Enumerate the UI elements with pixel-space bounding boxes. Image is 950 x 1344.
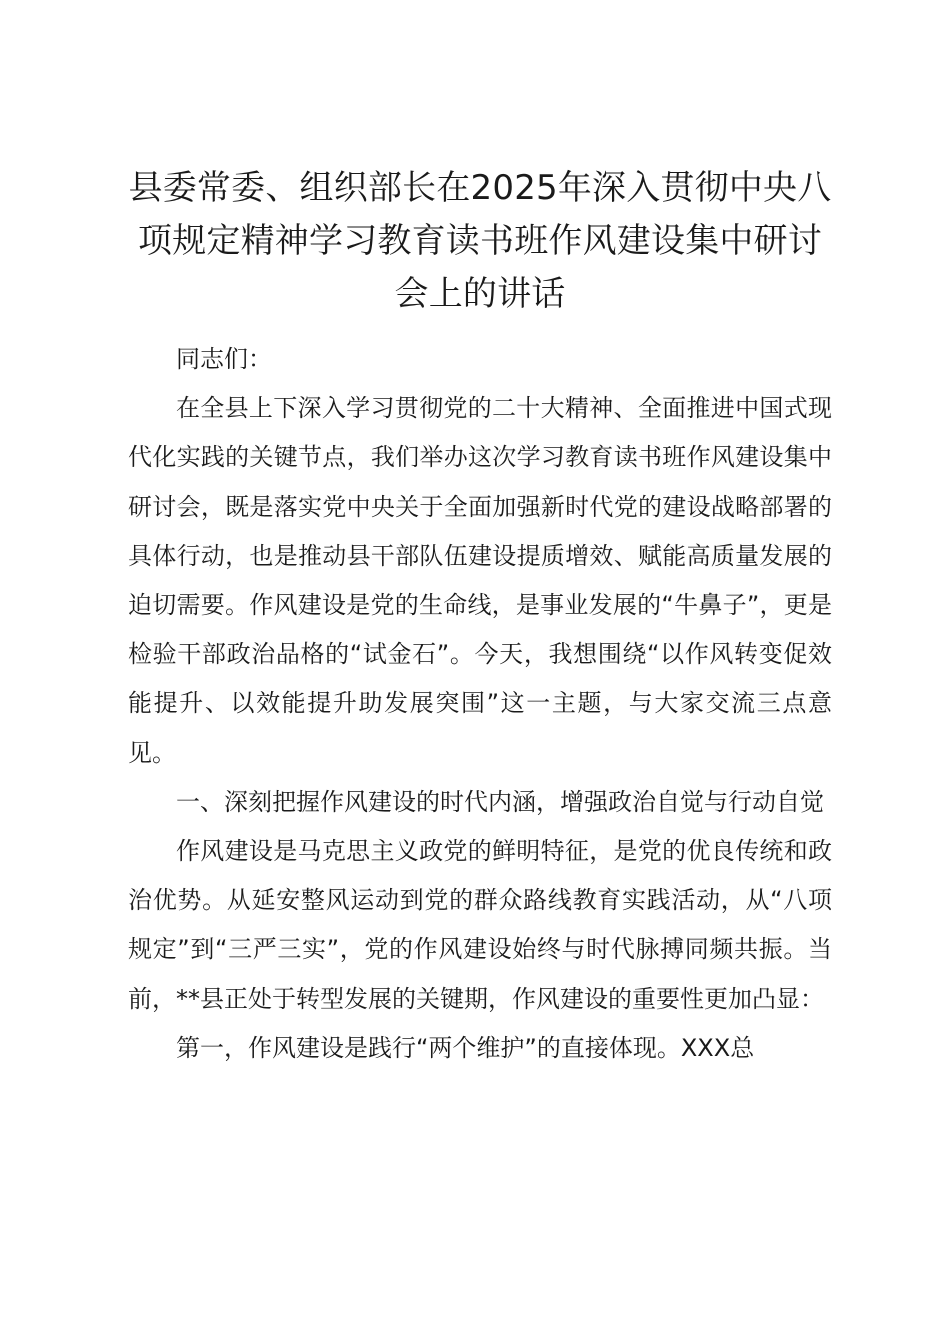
document-content [128, 162, 832, 1073]
paragraph-intro: 在全县上下深入学习贯彻党的二十大精神、全面推进中国式现代化实践的关键节点，我们举办这次学习教育读书班作风建设集中研讨会，既是落实党中央关于全面加强新时代党的建设战略部署的具体行动，也是推动县干部队伍建设提质增效、赋能高质量发展的迫切需要。作风建设是党的生命线，是事业发展的“牛鼻子”，更是检验干部政治品格的“试金石”。今天，我想围绕“以作风转变促效能提升、以效能提升助发展突围”这一主题，与大家交流三点意见。 [128, 394, 832, 767]
document-body [128, 384, 832, 1073]
paragraph-section-1: 作风建设是马克思主义政党的鲜明特征，是党的优良传统和政治优势。从延安整风运动到党的群众路线教育实践活动，从“八项规定”到“三严三实”，党的作风建设始终与时代脉搏同频共振。当前，**县正处于转型发展的关键期，作风建设的重要性更加凸显： [128, 837, 832, 1013]
document-title: 县委常委、组织部长在2025年深入贯彻中央八项规定精神学习教育读书班作风建设集中研讨会上的讲话 [128, 168, 832, 314]
salutation: 同志们： [176, 345, 272, 373]
section-heading-1: 一、深刻把握作风建设的时代内涵，增强政治自觉与行动自觉 [176, 787, 824, 816]
paragraph-point-1: 第一，作风建设是践行“两个维护”的直接体现。XXX总 [176, 1033, 755, 1062]
